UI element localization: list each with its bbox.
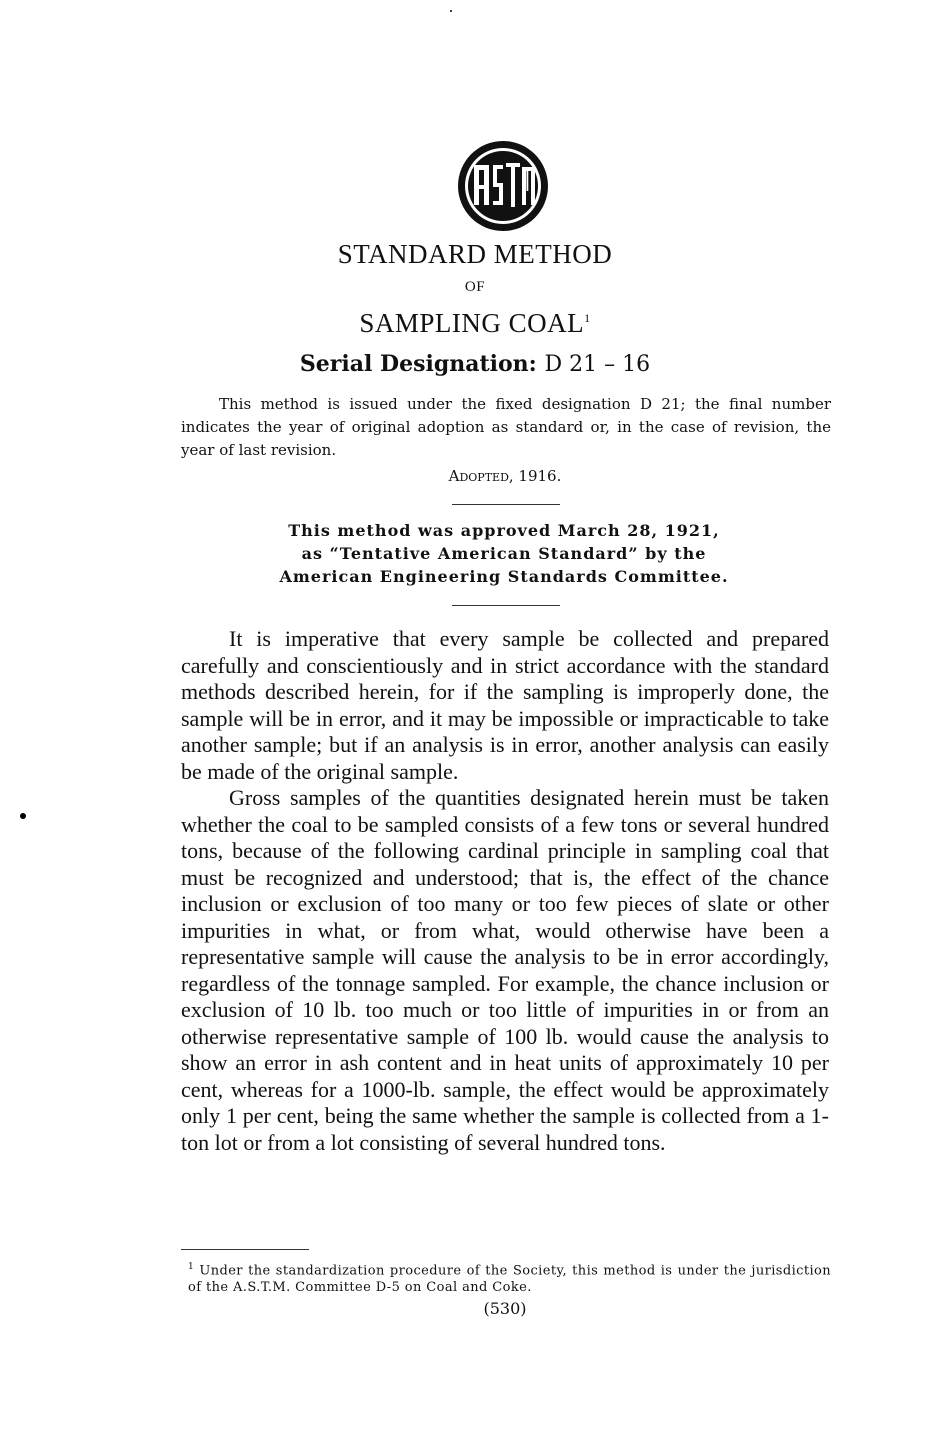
adopted-year: Adopted, 1916.: [448, 467, 562, 485]
footnote: [188, 1259, 831, 1296]
divider: [452, 605, 560, 606]
document-title-line2: [0, 308, 950, 339]
divider: [452, 504, 560, 505]
approval-line: as “Tentative American Standard” by the: [301, 544, 707, 563]
footnote-reference: 1: [584, 311, 591, 325]
serial-number: D 21 – 16: [544, 352, 651, 377]
astm-seal-icon: [456, 139, 550, 233]
document-title-line1: STANDARD METHOD: [337, 239, 613, 269]
approval-statement: [0, 519, 950, 588]
designation-note-text: This method is issued under the fixed designation D 21; the final number indicates the year of original adoption as standard or, in the case of revision, the year of last revision.: [181, 395, 831, 459]
scan-speck: [450, 10, 452, 12]
footnote-mark: 1: [188, 1262, 195, 1272]
approval-line: This method was approved March 28, 1921,: [288, 521, 720, 540]
body-text: [181, 626, 829, 1156]
paragraph: Gross samples of the quantities designated herein must be taken whether the coal to be sampled consists of a few tons or several hundred tons, because of the following cardinal principle in sampling coal that must be recognized and understood; that is, the effect of the chance inclusion or exclusion of too many or too few pieces of slate or other impurities in what, or from what, would otherwise have been a representative sample will cause the analysis to be in error accordingly, regardless of the tonnage sampled. For example, the chance inclusion or exclusion of 10 lb. too much or too little of impurities in or from an otherwise representative sample of 100 lb. would cause the analysis to show an error in ash content and in heat units of approximately 10 per cent, whereas for a 1000-lb. sample, the effect would be approximately only 1 per cent, being the same whether the sample is collected from a 1-ton lot or from a lot consisting of several hundred tons.: [181, 785, 829, 1155]
footnote-text: Under the standardization procedure of the Society, this method is under the jurisdiction of the A.S.T.M. Committee D-5 on Coal and Coke.: [188, 1263, 831, 1296]
page-number: (530): [483, 1299, 527, 1318]
paragraph: It is imperative that every sample be collected and prepared carefully and conscientiously and in strict accordance with the standard methods described herein, for if the sampling is improperly done, the sample will be in error, and it may be impossible or impracticable to take another sample; but if an analysis is in error, another analysis can easily be made of the original sample.: [181, 626, 829, 784]
designation-note: [181, 393, 831, 462]
footnote-divider: [181, 1249, 309, 1250]
scan-speck: [20, 813, 26, 819]
serial-label: Serial Designation:: [299, 351, 537, 377]
document-title-of: OF: [464, 279, 486, 295]
serial-designation: [0, 351, 950, 377]
approval-line: American Engineering Standards Committee.: [279, 567, 729, 586]
document-title-text: SAMPLING COAL: [359, 308, 585, 338]
